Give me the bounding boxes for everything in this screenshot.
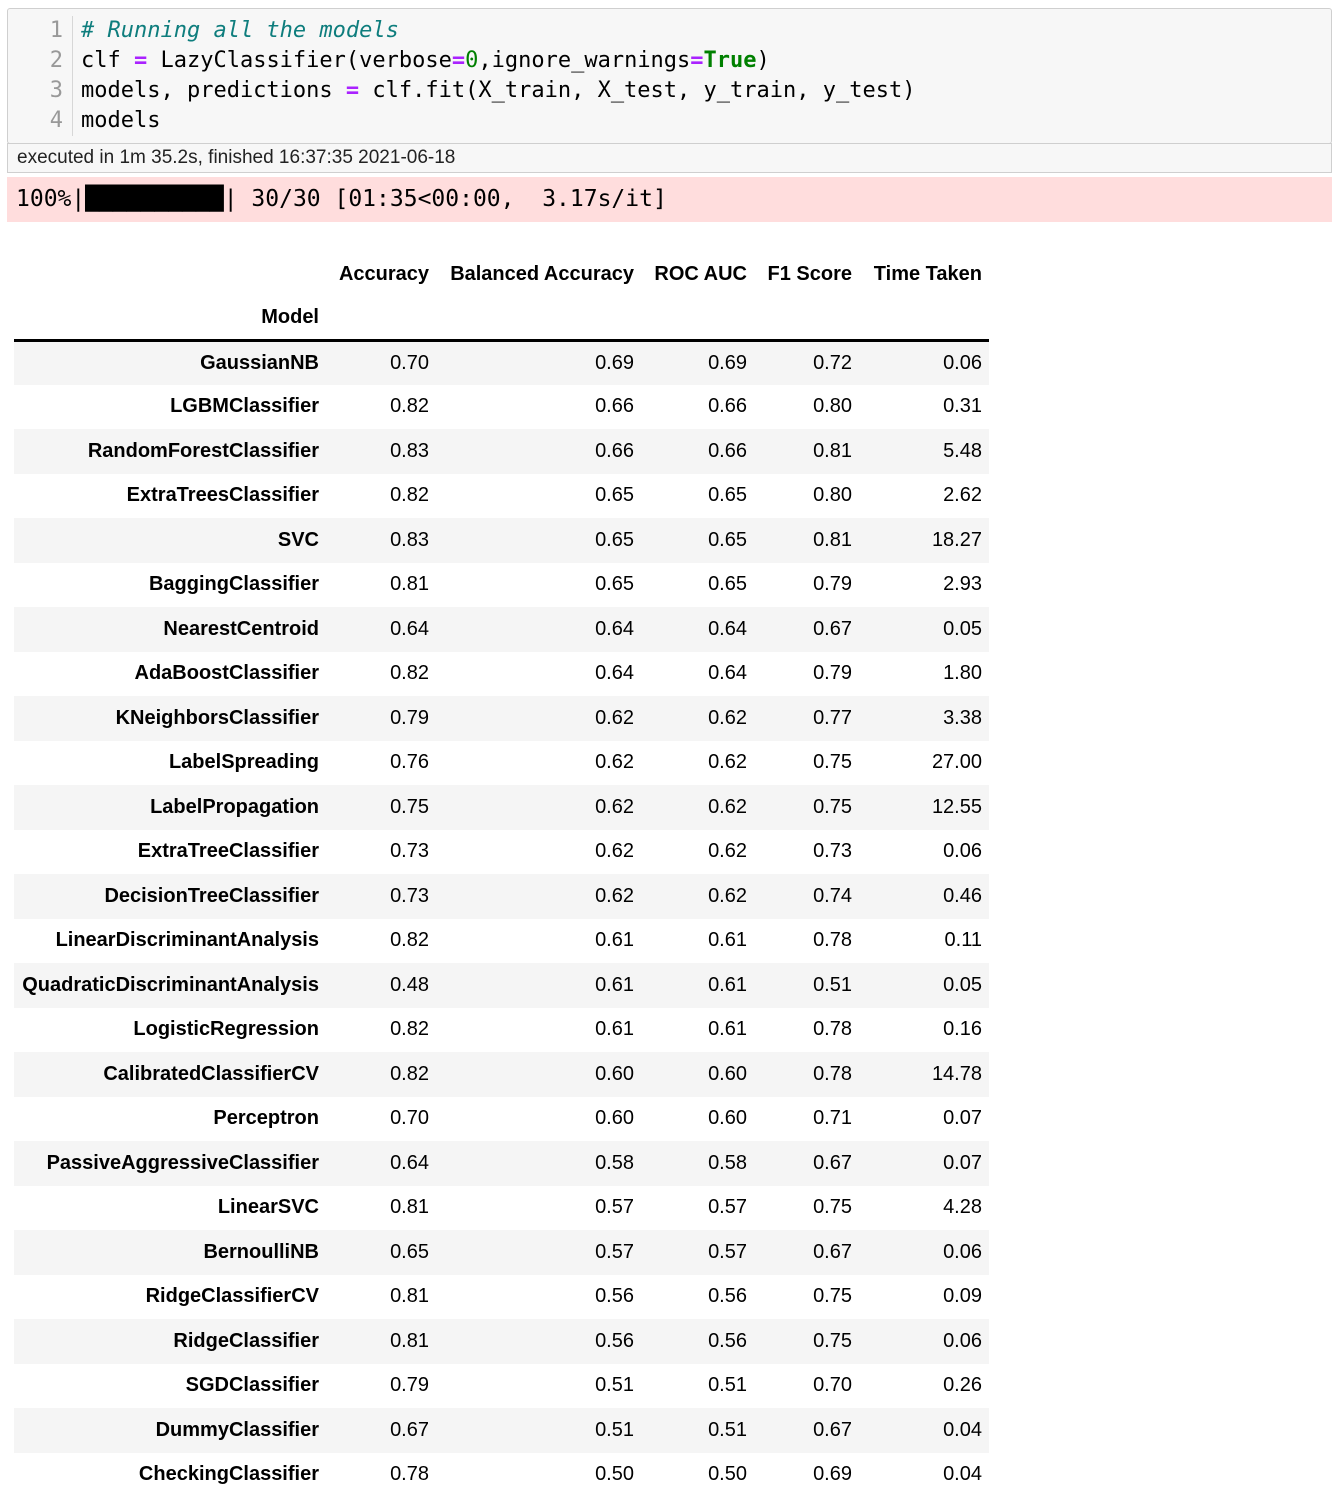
metric-cell: 0.61: [595, 929, 634, 952]
metric-cell: 0.81: [813, 528, 852, 551]
model-name: AdaBoostClassifier: [134, 662, 319, 685]
metric-cell: 0.64: [708, 662, 747, 685]
metric-cell: 0.78: [813, 1018, 852, 1041]
model-name: NearestCentroid: [163, 617, 319, 640]
line-number: 1: [49, 18, 63, 43]
metric-cell: 0.60: [595, 1107, 634, 1130]
model-name: ExtraTreesClassifier: [126, 484, 319, 507]
table-row: [14, 1453, 989, 1498]
metric-cell: 0.82: [390, 395, 429, 418]
table-row: [14, 1008, 989, 1053]
metric-cell: 0.62: [708, 840, 747, 863]
metric-cell: 0.66: [595, 395, 634, 418]
metric-cell: 0.56: [595, 1285, 634, 1308]
code-editor[interactable]: [73, 16, 1331, 136]
column-header-f1-score: F1 Score: [767, 262, 852, 285]
metric-cell: 0.62: [595, 751, 634, 774]
model-name: RidgeClassifierCV: [145, 1285, 319, 1308]
metric-cell: 0.62: [708, 751, 747, 774]
model-name: LabelPropagation: [150, 795, 319, 818]
code-token-plain: models: [81, 108, 161, 133]
metric-cell: 0.71: [813, 1107, 852, 1130]
metric-cell: 0.66: [708, 395, 747, 418]
metric-cell: 0.80: [813, 484, 852, 507]
metric-cell: 0.81: [813, 439, 852, 462]
code-token-op: =: [133, 48, 148, 73]
model-name: LogisticRegression: [133, 1018, 319, 1041]
metric-cell: 0.70: [390, 351, 429, 374]
metric-cell: 0.83: [390, 439, 429, 462]
metric-cell: 0.79: [390, 1374, 429, 1397]
metric-cell: 0.62: [708, 884, 747, 907]
metric-cell: 0.05: [943, 973, 982, 996]
code-token-plain: LazyClassifier(verbose: [147, 48, 452, 73]
model-name: DummyClassifier: [155, 1418, 319, 1441]
metric-cell: 0.67: [813, 1151, 852, 1174]
metric-cell: 4.28: [943, 1196, 982, 1219]
table-row: [14, 1230, 989, 1275]
metric-cell: 0.50: [595, 1463, 634, 1486]
metric-cell: 0.64: [390, 1151, 429, 1174]
code-token-plain: ): [756, 48, 770, 73]
model-name: DecisionTreeClassifier: [104, 884, 319, 907]
metric-cell: 0.62: [595, 706, 634, 729]
metric-cell: 0.66: [595, 439, 634, 462]
table-row: [14, 1141, 989, 1186]
code-token-plain: clf: [81, 48, 134, 73]
metric-cell: 0.57: [595, 1196, 634, 1219]
model-name: ExtraTreeClassifier: [137, 840, 319, 863]
metric-cell: 0.56: [708, 1329, 747, 1352]
metric-cell: 0.78: [813, 929, 852, 952]
model-name: LinearDiscriminantAnalysis: [55, 929, 319, 952]
metric-cell: 0.48: [390, 973, 429, 996]
column-header-accuracy: Accuracy: [338, 262, 429, 285]
metric-cell: 0.57: [595, 1240, 634, 1263]
metric-cell: 0.31: [943, 395, 982, 418]
metric-cell: 0.06: [943, 351, 982, 374]
code-token-kw: True: [703, 48, 757, 73]
metric-cell: 0.74: [813, 884, 852, 907]
code-token-plain: models, predictions: [81, 78, 346, 103]
metric-cell: 0.82: [390, 1018, 429, 1041]
metric-cell: 0.73: [390, 884, 429, 907]
metric-cell: 0.82: [390, 929, 429, 952]
metric-cell: 0.56: [708, 1285, 747, 1308]
model-name: BaggingClassifier: [148, 573, 319, 596]
model-name: SGDClassifier: [185, 1374, 319, 1397]
metric-cell: 0.04: [943, 1463, 982, 1486]
metric-cell: 0.78: [813, 1062, 852, 1085]
dataframe-output: [14, 252, 1342, 1497]
metric-cell: 0.16: [943, 1018, 982, 1041]
code-line[interactable]: [81, 76, 1331, 106]
index-name-label: Model: [261, 305, 319, 328]
metric-cell: 0.51: [595, 1418, 634, 1441]
code-cell[interactable]: [7, 8, 1332, 144]
metric-cell: 0.64: [708, 617, 747, 640]
metric-cell: 0.81: [390, 1285, 429, 1308]
metric-cell: 0.81: [390, 1329, 429, 1352]
table-row: [14, 874, 989, 919]
metric-cell: 0.76: [390, 751, 429, 774]
metric-cell: 0.67: [813, 617, 852, 640]
table-row: [14, 785, 989, 830]
metric-cell: 0.66: [708, 439, 747, 462]
line-number: 4: [49, 108, 63, 133]
metric-cell: 0.64: [595, 662, 634, 685]
metric-cell: 0.62: [708, 706, 747, 729]
metric-cell: 0.67: [813, 1418, 852, 1441]
metric-cell: 0.51: [708, 1418, 747, 1441]
metric-cell: 0.07: [943, 1151, 982, 1174]
metric-cell: 0.51: [813, 973, 852, 996]
table-row: [14, 474, 989, 519]
metric-cell: 0.62: [595, 884, 634, 907]
metric-cell: 0.06: [943, 840, 982, 863]
metric-cell: 0.04: [943, 1418, 982, 1441]
metric-cell: 0.81: [390, 1196, 429, 1219]
metric-cell: 0.57: [708, 1196, 747, 1219]
model-name: LGBMClassifier: [170, 395, 319, 418]
metric-cell: 0.06: [943, 1240, 982, 1263]
metric-cell: 2.62: [943, 484, 982, 507]
metric-cell: 0.46: [943, 884, 982, 907]
line-number: 3: [49, 78, 63, 103]
metric-cell: 0.65: [708, 484, 747, 507]
metric-cell: 0.61: [595, 973, 634, 996]
metric-cell: 0.07: [943, 1107, 982, 1130]
metric-cell: 0.62: [708, 795, 747, 818]
metric-cell: 0.62: [595, 795, 634, 818]
model-name: LabelSpreading: [168, 751, 319, 774]
metric-cell: 0.60: [708, 1062, 747, 1085]
code-token-plain: ,ignore_warnings: [478, 48, 691, 73]
metric-cell: 0.51: [595, 1374, 634, 1397]
metric-cell: 0.60: [708, 1107, 747, 1130]
metric-cell: 0.79: [813, 662, 852, 685]
model-name: RandomForestClassifier: [87, 439, 319, 462]
metric-cell: 0.65: [708, 573, 747, 596]
metric-cell: 0.75: [813, 795, 852, 818]
metric-cell: 0.79: [390, 706, 429, 729]
notebook-page: [0, 8, 1342, 1497]
model-name: KNeighborsClassifier: [115, 706, 319, 729]
metric-cell: 0.72: [813, 351, 852, 374]
stderr-output: [7, 177, 1332, 222]
table-row: [14, 429, 989, 474]
code-line[interactable]: [81, 46, 1331, 76]
line-number: 2: [49, 48, 63, 73]
code-token-num: 0: [465, 48, 479, 73]
metric-cell: 0.65: [595, 528, 634, 551]
metric-cell: 5.48: [943, 439, 982, 462]
metric-cell: 0.78: [390, 1463, 429, 1486]
metric-cell: 0.58: [708, 1151, 747, 1174]
metric-cell: 0.06: [943, 1329, 982, 1352]
model-name: LinearSVC: [217, 1196, 319, 1219]
table-row: [14, 919, 989, 964]
code-token-comment: # Running all the models: [81, 18, 399, 43]
metric-cell: 0.69: [595, 351, 634, 374]
table-row: [14, 1319, 989, 1364]
metric-cell: 0.65: [390, 1240, 429, 1263]
metric-cell: 0.73: [813, 840, 852, 863]
table-row: [14, 563, 989, 608]
code-token-op: =: [345, 78, 360, 103]
model-name: PassiveAggressiveClassifier: [46, 1151, 319, 1174]
index-header-blank: [14, 252, 326, 296]
model-name: SVC: [277, 528, 319, 551]
model-name: RidgeClassifier: [173, 1329, 319, 1352]
metric-cell: 0.80: [813, 395, 852, 418]
metric-cell: 3.38: [943, 706, 982, 729]
table-row: [14, 1097, 989, 1142]
code-line[interactable]: [81, 16, 1331, 46]
metric-cell: 0.65: [595, 484, 634, 507]
metric-cell: 12.55: [931, 795, 982, 818]
metric-cell: 0.11: [944, 929, 982, 952]
table-row: [14, 518, 989, 563]
code-token-plain: clf.fit(X_train, X_test, y_train, y_test): [359, 78, 916, 103]
metric-cell: 0.65: [595, 573, 634, 596]
model-name: QuadraticDiscriminantAnalysis: [22, 973, 319, 996]
table-row: [14, 340, 989, 385]
metric-cell: 0.50: [708, 1463, 747, 1486]
table-row: [14, 607, 989, 652]
metric-cell: 0.67: [390, 1418, 429, 1441]
model-name: GaussianNB: [200, 351, 319, 374]
metric-cell: 0.75: [813, 1285, 852, 1308]
metric-cell: 0.82: [390, 1062, 429, 1085]
metric-cell: 0.57: [708, 1240, 747, 1263]
metric-cell: 0.56: [595, 1329, 634, 1352]
model-name: CheckingClassifier: [138, 1463, 319, 1486]
metric-cell: 0.81: [390, 573, 429, 596]
metric-cell: 0.64: [390, 617, 429, 640]
metric-cell: 0.82: [390, 484, 429, 507]
table-row: [14, 1364, 989, 1409]
model-name: BernoulliNB: [203, 1240, 319, 1263]
table-row: [14, 696, 989, 741]
metric-cell: 0.26: [943, 1374, 982, 1397]
code-token-op: =: [690, 48, 704, 73]
table-row: [14, 1052, 989, 1097]
metric-cell: 0.70: [813, 1374, 852, 1397]
metric-cell: 0.83: [390, 528, 429, 551]
metric-cell: 0.60: [595, 1062, 634, 1085]
metric-cell: 18.27: [931, 528, 982, 551]
column-header-roc-auc: ROC AUC: [654, 262, 747, 285]
table-row: [14, 741, 989, 786]
metric-cell: 0.09: [943, 1285, 982, 1308]
code-line[interactable]: [81, 106, 1331, 136]
metric-cell: 0.75: [390, 795, 429, 818]
progress-bar-text: 100%|██████████| 30/30 [01:35<00:00, 3.17s/it]: [16, 186, 667, 212]
table-row: [14, 385, 989, 430]
metric-cell: 0.75: [813, 1329, 852, 1352]
metric-cell: 0.65: [708, 528, 747, 551]
metric-cell: 0.69: [813, 1463, 852, 1486]
model-name: Perceptron: [213, 1107, 319, 1130]
table-row: [14, 830, 989, 875]
column-header-row: [14, 252, 989, 296]
metric-cell: 14.78: [931, 1062, 982, 1085]
metric-cell: 0.69: [708, 351, 747, 374]
metric-cell: 0.61: [595, 1018, 634, 1041]
table-row: [14, 652, 989, 697]
metric-cell: 0.61: [708, 1018, 747, 1041]
metric-cell: 0.70: [390, 1107, 429, 1130]
table-row: [14, 1275, 989, 1320]
metric-cell: 2.93: [943, 573, 982, 596]
model-name: CalibratedClassifierCV: [103, 1062, 319, 1085]
models-table: [14, 252, 989, 1497]
line-number-gutter: [8, 16, 73, 136]
metric-cell: 0.75: [813, 1196, 852, 1219]
table-row: [14, 1408, 989, 1453]
index-name-row: [14, 296, 989, 340]
metric-cell: 0.75: [813, 751, 852, 774]
metric-cell: 0.73: [390, 840, 429, 863]
metric-cell: 0.64: [595, 617, 634, 640]
column-header-balanced-accuracy: Balanced Accuracy: [450, 262, 634, 285]
column-header-time-taken: Time Taken: [873, 262, 982, 285]
table-row: [14, 1186, 989, 1231]
metric-cell: 1.80: [943, 662, 982, 685]
execution-status-text: executed in 1m 35.2s, finished 16:37:35 2021-06-18: [17, 147, 456, 168]
metric-cell: 0.58: [595, 1151, 634, 1174]
metric-cell: 27.00: [931, 751, 982, 774]
metric-cell: 0.05: [943, 617, 982, 640]
metric-cell: 0.61: [708, 973, 747, 996]
execution-status-bar: [7, 143, 1332, 173]
metric-cell: 0.51: [708, 1374, 747, 1397]
metric-cell: 0.79: [813, 573, 852, 596]
metric-cell: 0.62: [595, 840, 634, 863]
metric-cell: 0.61: [708, 929, 747, 952]
table-row: [14, 963, 989, 1008]
metric-cell: 0.77: [813, 706, 852, 729]
code-token-op: =: [451, 48, 466, 73]
metric-cell: 0.67: [813, 1240, 852, 1263]
metric-cell: 0.82: [390, 662, 429, 685]
